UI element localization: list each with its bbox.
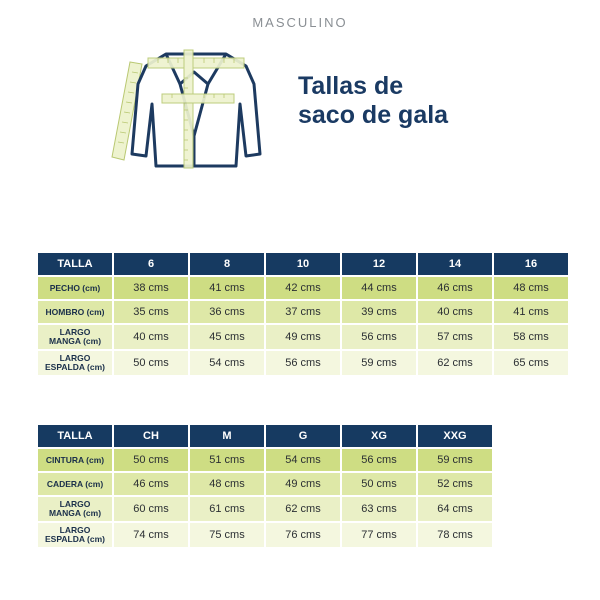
table-header-row — [38, 425, 492, 447]
table-cell: 57 cms — [418, 325, 492, 349]
table-row — [38, 325, 568, 349]
table-cell: 76 cms — [266, 523, 340, 547]
table-cell: 50 cms — [114, 351, 188, 375]
table-cell: 46 cms — [418, 277, 492, 299]
table-cell: 54 cms — [190, 351, 264, 375]
column-header: XG — [342, 425, 416, 447]
kids-size-table — [36, 251, 570, 377]
table-cell: 41 cms — [494, 301, 568, 323]
table-cell: 77 cms — [342, 523, 416, 547]
table-cell: 49 cms — [266, 325, 340, 349]
column-header: 16 — [494, 253, 568, 275]
table-cell: 48 cms — [494, 277, 568, 299]
table-cell: 59 cms — [342, 351, 416, 375]
row-label: LARGO ESPALDA (cm) — [38, 523, 112, 547]
column-header: G — [266, 425, 340, 447]
table-cell: 38 cms — [114, 277, 188, 299]
column-header: 8 — [190, 253, 264, 275]
table-cell: 39 cms — [342, 301, 416, 323]
table-cell: 46 cms — [114, 473, 188, 495]
table-cell: 64 cms — [418, 497, 492, 521]
column-header: 14 — [418, 253, 492, 275]
table-cell: 52 cms — [418, 473, 492, 495]
table-row — [38, 301, 568, 323]
table-cell: 59 cms — [418, 449, 492, 471]
row-label: LARGO MANGA (cm) — [38, 325, 112, 349]
table-cell: 74 cms — [114, 523, 188, 547]
column-header: XXG — [418, 425, 492, 447]
table-cell: 54 cms — [266, 449, 340, 471]
table-cell: 56 cms — [342, 325, 416, 349]
table-row — [38, 523, 492, 547]
column-header: 10 — [266, 253, 340, 275]
gender-label: MASCULINO — [252, 15, 348, 30]
title-line-1: Tallas de — [298, 72, 404, 100]
table-cell: 45 cms — [190, 325, 264, 349]
corner-header: TALLA — [38, 425, 112, 447]
table-row — [38, 351, 568, 375]
jacket-outline — [132, 54, 260, 166]
column-header: 6 — [114, 253, 188, 275]
table-row — [38, 497, 492, 521]
column-header: 12 — [342, 253, 416, 275]
table-row — [38, 449, 492, 471]
table-cell: 40 cms — [114, 325, 188, 349]
table-cell: 61 cms — [190, 497, 264, 521]
table-cell: 51 cms — [190, 449, 264, 471]
row-label: LARGO MANGA (cm) — [38, 497, 112, 521]
table-cell: 49 cms — [266, 473, 340, 495]
column-header: M — [190, 425, 264, 447]
table-cell: 40 cms — [418, 301, 492, 323]
row-label: LARGO ESPALDA (cm) — [38, 351, 112, 375]
table-cell: 50 cms — [114, 449, 188, 471]
table-cell: 37 cms — [266, 301, 340, 323]
table-header-row — [38, 253, 568, 275]
table-cell: 63 cms — [342, 497, 416, 521]
table-cell: 50 cms — [342, 473, 416, 495]
table-cell: 56 cms — [266, 351, 340, 375]
table-cell: 48 cms — [190, 473, 264, 495]
jacket-measure-icon — [108, 44, 280, 172]
corner-header: TALLA — [38, 253, 112, 275]
page-title — [298, 72, 498, 130]
table-cell: 36 cms — [190, 301, 264, 323]
row-label: PECHO (cm) — [38, 277, 112, 299]
title-line-2: saco de gala — [298, 101, 449, 129]
table-cell: 78 cms — [418, 523, 492, 547]
table-cell: 42 cms — [266, 277, 340, 299]
table-cell: 35 cms — [114, 301, 188, 323]
table-cell: 62 cms — [418, 351, 492, 375]
row-label: HOMBRO (cm) — [38, 301, 112, 323]
table-cell: 56 cms — [342, 449, 416, 471]
table-cell: 44 cms — [342, 277, 416, 299]
table-cell: 60 cms — [114, 497, 188, 521]
table-row — [38, 473, 492, 495]
table-cell: 58 cms — [494, 325, 568, 349]
table-cell: 62 cms — [266, 497, 340, 521]
table-cell: 75 cms — [190, 523, 264, 547]
column-header: CH — [114, 425, 188, 447]
table-cell: 65 cms — [494, 351, 568, 375]
row-label: CINTURA (cm) — [38, 449, 112, 471]
adult-size-table — [36, 423, 494, 549]
table-cell: 41 cms — [190, 277, 264, 299]
row-label: CADERA (cm) — [38, 473, 112, 495]
table-row — [38, 277, 568, 299]
